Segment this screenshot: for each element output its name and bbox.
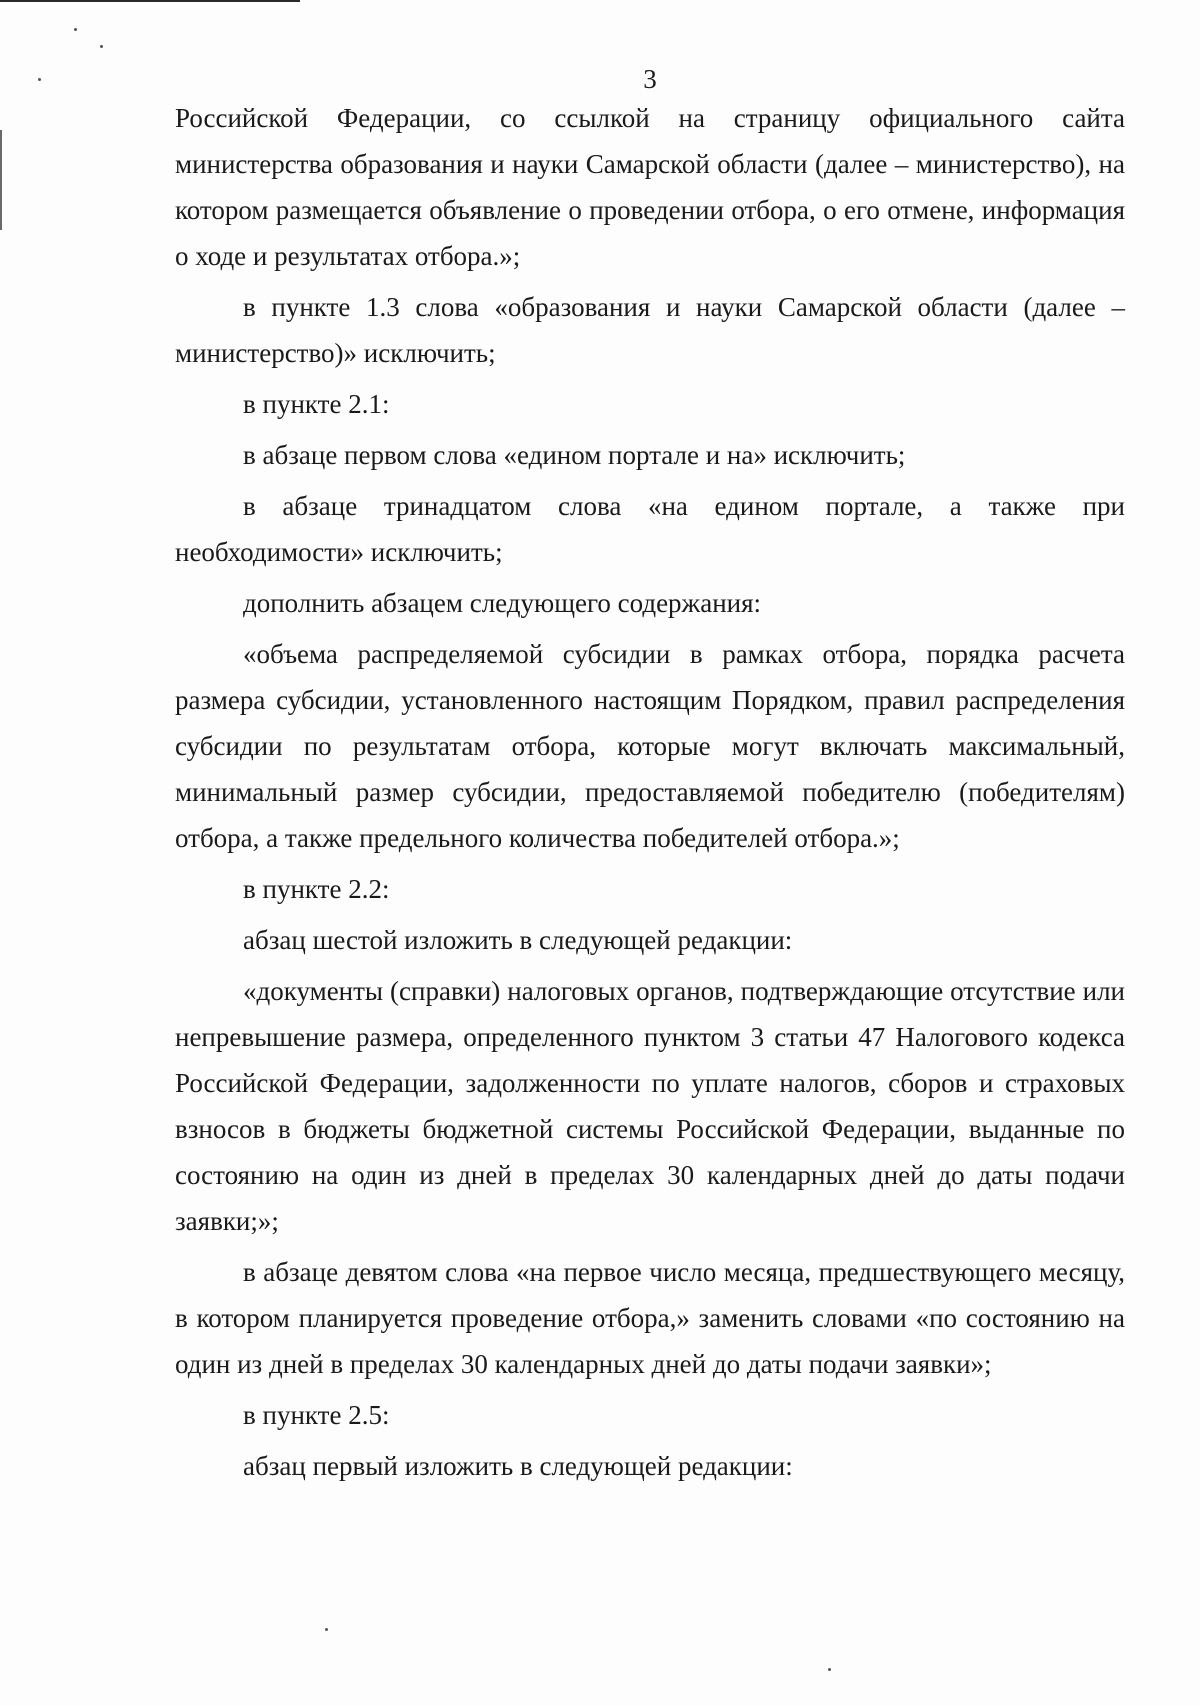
scan-speck [325,1628,328,1631]
paragraph-9: абзац шестой изложить в следующей редакции: [243,925,793,955]
paragraph-13: абзац первый изложить в следующей редакции: [243,1451,793,1481]
paragraph-2: в пункте 1.3 слова «образования и науки Самарской области (далее – министерство)» исключить; [175,292,1125,368]
scan-speck [828,1668,831,1671]
scan-speck [100,45,103,48]
paragraph-1: Российской Федерации, со ссылкой на страницу официального сайта министерства образования и науки Самарской области (далее – министерство), на котором размещается объявление о проведении отбора, о его отмене, информация о ходе и результатах отбора.»; [175,103,1125,271]
paragraph-11: в абзаце девятом слова «на первое число месяца, предшествующего месяцу, в котором планируется проведение отбора,» заменить словами «по состоянию на один из дней в пределах 30 календарных дней до даты подачи заявки»; [175,1257,1125,1379]
paragraph-8: в пункте 2.2: [243,874,390,904]
page-number: 3 [643,64,657,94]
paragraph-7: «объема распределяемой субсидии в рамках отбора, порядка расчета размера субсидии, установленного настоящим Порядком, правил распределения субсидии по результатам отбора, которые могут включать максимальный, минимальный размер субсидии, предоставляемой победителю (победителям) отбора, а также предельного количества победителей отбора.»; [175,639,1125,853]
scan-edge-left [0,130,2,230]
paragraph-12: в пункте 2.5: [243,1400,390,1430]
paragraph-4: в абзаце первом слова «едином портале и на» исключить; [243,440,906,470]
paragraph-10: «документы (справки) налоговых органов, подтверждающие отсутствие или непревышение размера, определенного пунктом 3 статьи 47 Налогового кодекса Российской Федерации, задолженности по уплате налогов, сборов и страховых взносов в бюджеты бюджетной системы Российской Федерации, выданные по состоянию на один из дней в пределах 30 календарных дней до даты подачи заявки;»; [175,976,1125,1236]
scan-edge-top [0,0,300,2]
paragraph-3: в пункте 2.1: [243,389,390,419]
paragraph-5: в абзаце тринадцатом слова «на едином портале, а также при необходимости» исключить; [175,491,1125,567]
scan-speck [74,28,77,31]
document-body [175,95,1125,1494]
paragraph-6: дополнить абзацем следующего содержания: [243,588,762,618]
